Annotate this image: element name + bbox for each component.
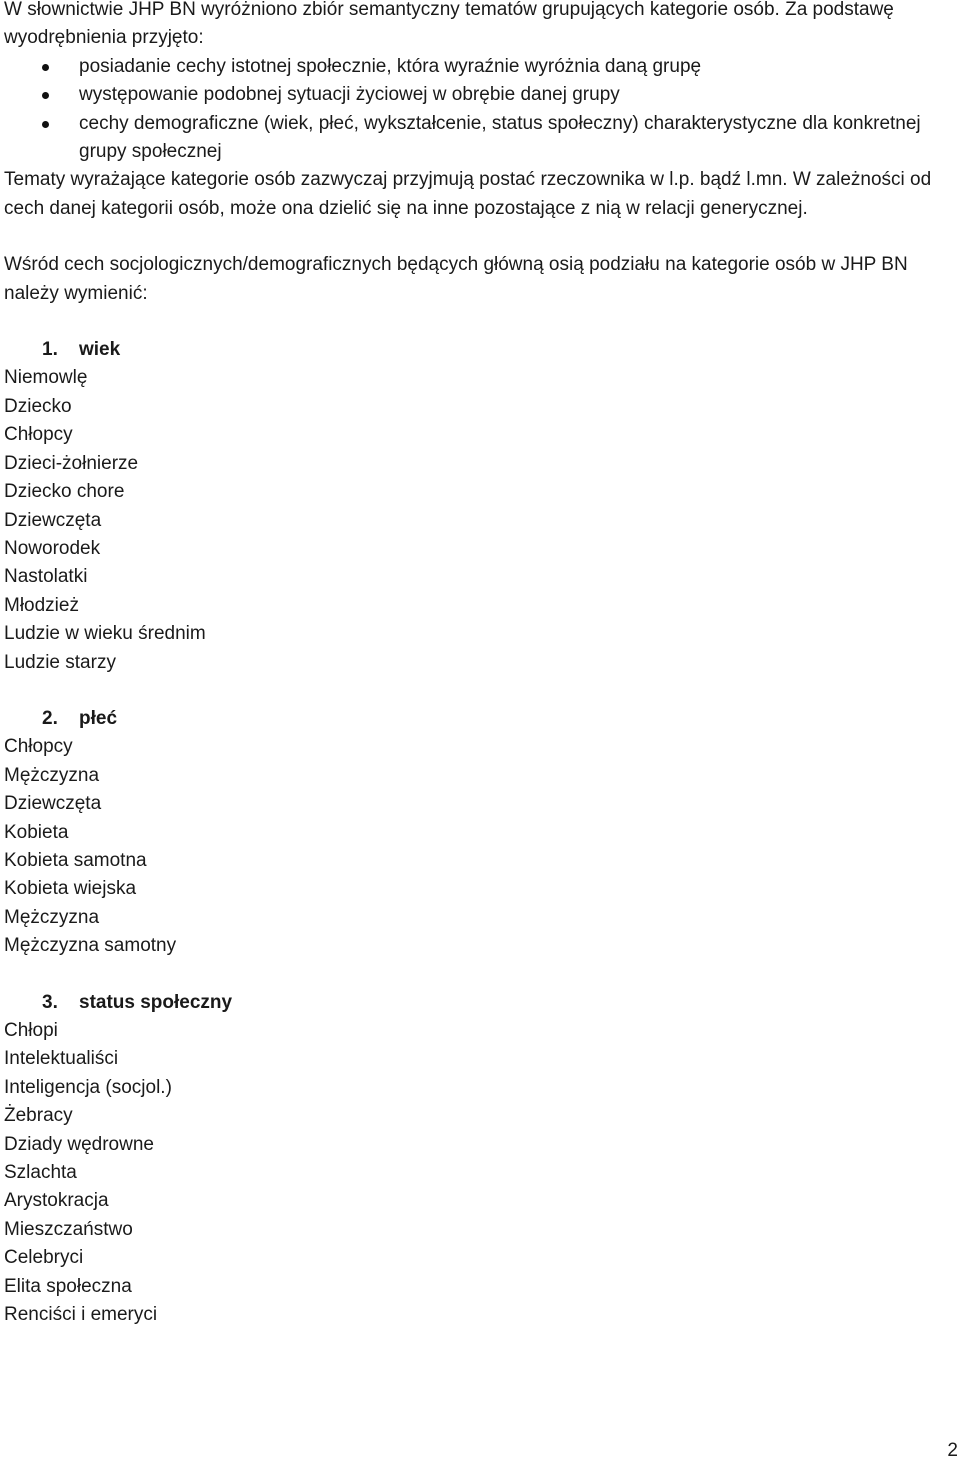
list-item: Dziady wędrowne [4, 1133, 154, 1155]
list-item: Dziecko [4, 395, 72, 417]
list-item: Dziecko chore [4, 481, 125, 503]
features-paragraph: Wśród cech socjologicznych/demograficznych będących główną osią podziału na kategorie osób w JHP BN należy wymienić: [4, 254, 908, 304]
list-item: Nastolatki [4, 566, 88, 588]
list-item: Ludzie w wieku średnim [4, 623, 206, 645]
criteria-item: cechy demograficzne (wiek, płeć, wykształcenie, status społeczny) charakterystyczne dla konkretnej grupy społecznej [4, 110, 944, 167]
list-item: Kobieta [4, 821, 69, 843]
list-item: Chłopcy [4, 736, 73, 758]
list-item: Dziewczęta [4, 793, 102, 815]
section-heading-age: 1. wiek [42, 339, 121, 361]
list-item: Niemowlę [4, 367, 88, 389]
list-item: Arystokracja [4, 1190, 109, 1212]
intro-paragraph: W słownictwie JHP BN wyróżniono zbiór semantyczny tematów grupujących kategorie osób. Za podstawę wyodrębnienia przyjęto: [4, 0, 894, 49]
list-item: Dziewczęta [4, 509, 102, 531]
page-number: 2 [947, 1440, 958, 1461]
section-heading-social-status: 3. status społeczny [42, 991, 233, 1013]
list-item: Młodzież [4, 594, 79, 616]
list-item: Szlachta [4, 1162, 77, 1184]
list-item: Elita społeczna [4, 1275, 132, 1297]
list-item: Inteligencja (socjol.) [4, 1076, 172, 1098]
section-list-age [4, 364, 944, 676]
bullet-icon [42, 121, 49, 128]
list-item: Mężczyzna [4, 764, 100, 786]
document-page [4, 0, 944, 1329]
list-item: Noworodek [4, 537, 101, 559]
list-item: Renciści i emeryci [4, 1304, 158, 1326]
list-item: Mężczyzna samotny [4, 935, 177, 957]
list-item: Ludzie starzy [4, 651, 116, 673]
list-item: Chłopi [4, 1020, 58, 1041]
section-list-gender [4, 733, 944, 960]
bullet-icon [42, 92, 49, 99]
list-item: Chłopcy [4, 424, 73, 446]
topics-paragraph: Tematy wyrażające kategorie osób zazwyczaj przyjmują postać rzeczownika w l.p. bądź l.mn. W zależności od cech danej kategorii osób, może ona dzielić się na inne pozostające z nią w relacji generycznej. [4, 169, 932, 219]
list-item: Celebryci [4, 1247, 84, 1269]
section-list-social-status [4, 1017, 944, 1329]
criteria-list [4, 53, 944, 167]
list-item: Mieszczaństwo [4, 1218, 133, 1240]
criteria-item: posiadanie cechy istotnej społecznie, która wyraźnie wyróżnia daną grupę [4, 53, 944, 81]
list-item: Żebracy [4, 1105, 73, 1127]
list-item: Kobieta samotna [4, 849, 147, 871]
list-item: Mężczyzna [4, 906, 100, 928]
list-item: Dzieci-żołnierze [4, 452, 139, 474]
list-item: Kobieta wiejska [4, 878, 137, 900]
section-heading-gender: 2. płeć [42, 707, 118, 729]
list-item: Intelektualiści [4, 1048, 119, 1070]
criteria-item: występowanie podobnej sytuacji życiowej w obrębie danej grupy [4, 81, 944, 109]
bullet-icon [42, 64, 49, 71]
